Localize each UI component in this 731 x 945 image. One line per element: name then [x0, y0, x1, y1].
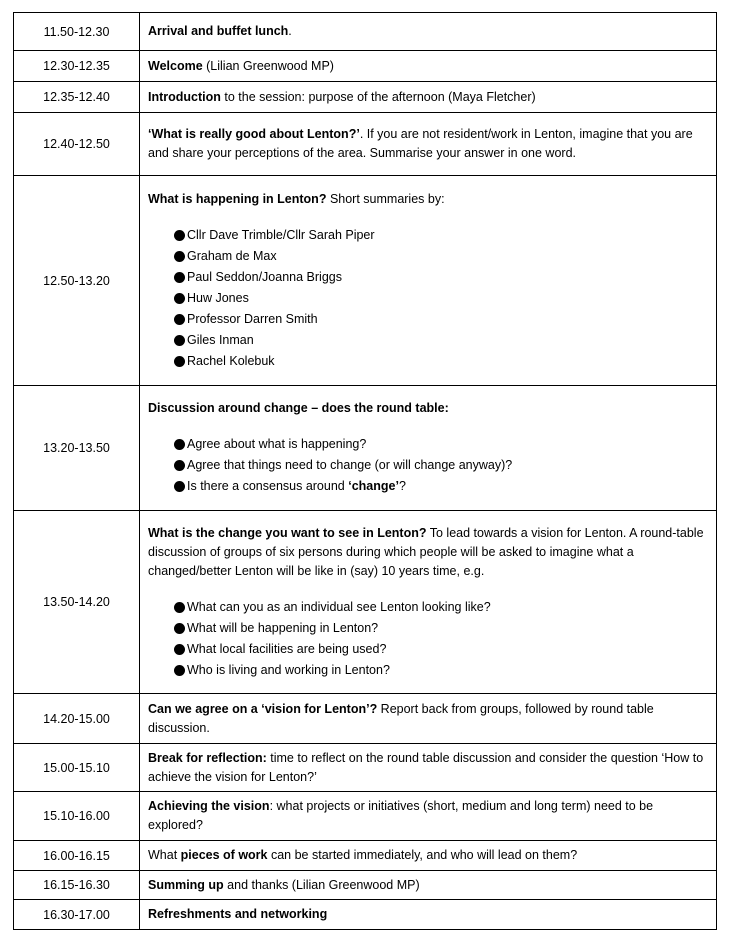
item-text: . — [288, 24, 292, 38]
item-text: to the session: purpose of the afternoon (Maya Fletcher) — [220, 89, 536, 104]
item-title: What is the change you want to see in Lenton? — [148, 525, 427, 540]
item-text: time to reflect on the round table discussion and consider the question ‘How to achieve the vision for Lenton?’ — [148, 750, 704, 784]
time-cell: 16.00-16.15 — [14, 841, 140, 871]
agenda-row — [14, 871, 717, 900]
item-title: Refreshments and networking — [148, 907, 328, 921]
list-item: Rachel Kolebuk — [174, 351, 708, 372]
agenda-row — [14, 744, 717, 792]
description-cell — [140, 51, 717, 82]
agenda-row — [14, 51, 717, 82]
time-cell: 14.20-15.00 — [14, 694, 140, 744]
list-item: Agree about what is happening? — [174, 434, 708, 455]
bullet-icon — [174, 665, 185, 676]
list-item: Professor Darren Smith — [174, 309, 708, 330]
item-title: Introduction — [148, 89, 221, 104]
bullet-icon — [174, 481, 185, 492]
time-cell: 13.20-13.50 — [14, 386, 140, 511]
description-cell — [140, 694, 717, 744]
list-item: Who is living and working in Lenton? — [174, 660, 708, 681]
description-cell — [140, 113, 717, 176]
agenda-row — [14, 511, 717, 694]
item-title: Achieving the vision — [148, 799, 270, 813]
description-cell — [140, 841, 717, 871]
item-title: Arrival and buffet lunch — [148, 24, 289, 38]
agenda-row — [14, 841, 717, 871]
item-text: and thanks (Lilian Greenwood MP) — [223, 877, 420, 892]
item-text: : what projects or initiatives (short, medium and long term) need to be explored? — [148, 799, 654, 832]
description-cell — [140, 744, 717, 792]
item-title: Can we agree on a ‘vision for Lenton’? — [148, 701, 378, 716]
agenda-row — [14, 694, 717, 744]
item-title: pieces of work — [180, 848, 268, 862]
list-item: Cllr Dave Trimble/Cllr Sarah Piper — [174, 225, 708, 246]
item-text: Short summaries by: — [326, 191, 445, 206]
item-title: Discussion around change – does the round table: — [148, 401, 449, 415]
list-item: Paul Seddon/Joanna Briggs — [174, 267, 708, 288]
description-cell — [140, 13, 717, 51]
time-cell: 12.35-12.40 — [14, 82, 140, 113]
bullet-icon — [174, 644, 185, 655]
item-prefix: What — [148, 848, 181, 862]
list-item: Graham de Max — [174, 246, 708, 267]
speaker-list — [148, 225, 708, 372]
item-title: Summing up — [148, 877, 224, 892]
bullet-icon — [174, 230, 185, 241]
bullet-icon — [174, 460, 185, 471]
list-item: Is there a consensus around ‘change’? — [174, 476, 708, 497]
description-cell — [140, 386, 717, 511]
item-text: . If you are not resident/work in Lenton, imagine that you are and share your perceptions of the area. Summarise your answer in one word. — [148, 127, 693, 160]
question-list — [148, 597, 708, 681]
agenda-row — [14, 13, 717, 51]
bullet-icon — [174, 314, 185, 325]
description-cell — [140, 871, 717, 900]
list-item: Huw Jones — [174, 288, 708, 309]
description-cell — [140, 511, 717, 694]
list-item: Agree that things need to change (or will change anyway)? — [174, 455, 708, 476]
agenda-row — [14, 113, 717, 176]
time-cell: 12.30-12.35 — [14, 51, 140, 82]
bullet-icon — [174, 623, 185, 634]
description-cell — [140, 176, 717, 386]
time-cell: 15.10-16.00 — [14, 792, 140, 841]
time-cell: 12.50-13.20 — [14, 176, 140, 386]
bullet-icon — [174, 293, 185, 304]
time-cell: 16.15-16.30 — [14, 871, 140, 900]
time-cell: 16.30-17.00 — [14, 900, 140, 930]
item-title: Welcome — [148, 58, 203, 73]
bullet-icon — [174, 439, 185, 450]
agenda-row — [14, 176, 717, 386]
list-item: Giles Inman — [174, 330, 708, 351]
item-text: (Lilian Greenwood MP) — [202, 58, 334, 73]
list-item: What can you as an individual see Lenton looking like? — [174, 597, 708, 618]
item-title: Break for reflection: — [148, 750, 267, 765]
bullet-icon — [174, 356, 185, 367]
agenda-row — [14, 900, 717, 930]
item-text: To lead towards a vision for Lenton. A round-table discussion of groups of six persons during which people will be asked to imagine what a changed/better Lenton will be like in (say) 10 years time, e.g. — [148, 525, 704, 578]
item-title: What is happening in Lenton? — [148, 191, 327, 206]
time-cell: 13.50-14.20 — [14, 511, 140, 694]
time-cell: 11.50-12.30 — [14, 13, 140, 51]
item-text: can be started immediately, and who will lead on them? — [267, 848, 578, 862]
description-cell — [140, 792, 717, 841]
bullet-icon — [174, 251, 185, 262]
time-cell: 12.40-12.50 — [14, 113, 140, 176]
description-cell — [140, 900, 717, 930]
list-item: What will be happening in Lenton? — [174, 618, 708, 639]
agenda-row — [14, 386, 717, 511]
description-cell — [140, 82, 717, 113]
bullet-icon — [174, 335, 185, 346]
list-item: What local facilities are being used? — [174, 639, 708, 660]
agenda-row — [14, 792, 717, 841]
question-list — [148, 434, 708, 497]
item-title: ‘What is really good about Lenton?’ — [148, 127, 360, 141]
agenda-row — [14, 82, 717, 113]
time-cell: 15.00-15.10 — [14, 744, 140, 792]
agenda-table — [13, 12, 717, 930]
bullet-icon — [174, 272, 185, 283]
bullet-icon — [174, 602, 185, 613]
item-text: Report back from groups, followed by round table discussion. — [148, 701, 654, 735]
